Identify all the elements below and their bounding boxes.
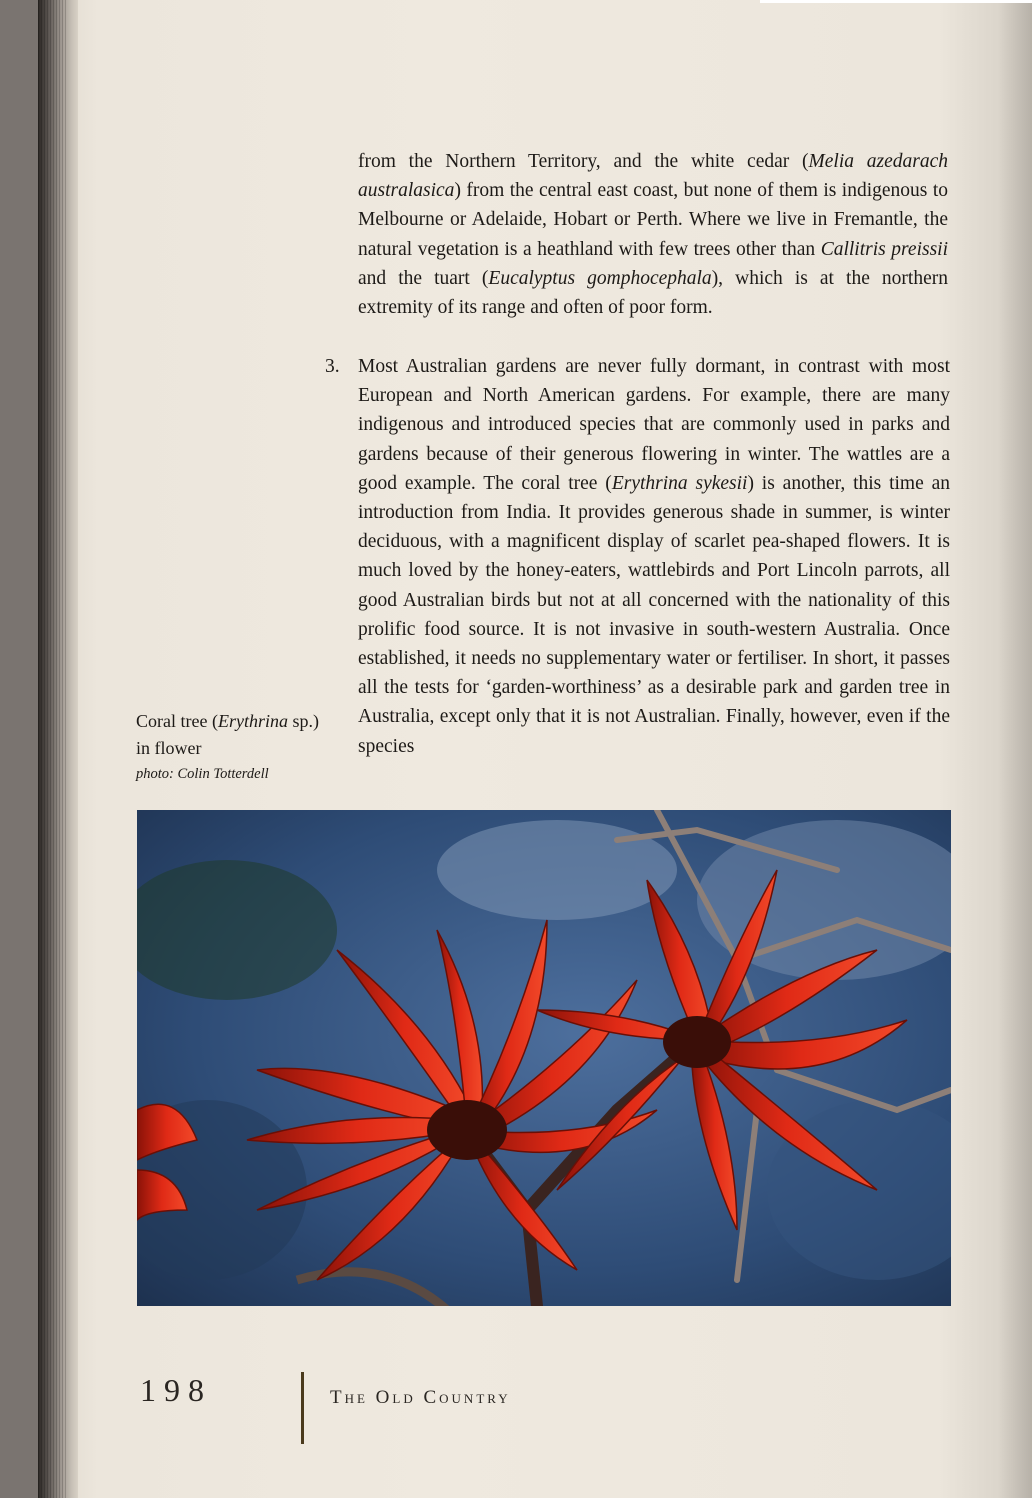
item-number: 3.: [325, 356, 340, 377]
photo-credit: photo: Colin Totterdell: [136, 766, 269, 782]
photo-caption: [136, 708, 326, 786]
item-text: Most Australian gardens are never fully dormant, in contrast with most European and North American gardens. For example, there are many indigenous and introduced species that are commonly used in parks and gardens because of their generous flowering in winter. The wattles are a good example. The coral tree (Erythrina sykesii) is another, this time an introduction from India. It provides generous shade in summer, is winter deciduous, with a magnificent display of scarlet pea-shaped flowers. It is much loved by the honey-eaters, wattlebirds and Port Lincoln parrots, all good Australian birds but not at all concerned with the nationality of this prolific food source. It is not invasive in south-western Australia. Once established, it needs no supplementary water or fertiliser. In short, it passes all the tests for ‘garden-worthiness’ as a desirable park and garden tree in Australia, except only that it is not Australian. Finally, however, even if the species: [358, 356, 950, 757]
scan-edge: [760, 0, 1032, 3]
running-head: The Old Country: [330, 1387, 511, 1408]
numbered-item-3: [325, 352, 950, 761]
footer-divider: [301, 1372, 304, 1444]
book-spine: [38, 0, 78, 1498]
caption-text: Coral tree (Erythrina sp.) in flower: [136, 711, 319, 758]
body-paragraph-continued: from the Northern Territory, and the white cedar (Melia azedarach australasica) from the central east coast, but none of them is indigenous to Melbourne or Adelaide, Hobart or Perth. Where we live in Fremantle, the natural vegetation is a heathland with few trees other than Callitris preissii and the tuart (Eucalyptus gomphocephala), which is at the northern extremity of its range and often of poor form.: [358, 151, 948, 319]
coral-flower-illustration: [137, 810, 951, 1306]
page-number: 198: [140, 1372, 212, 1408]
coral-tree-photo: [137, 810, 951, 1306]
page-edge-shadow: [998, 0, 1032, 1498]
